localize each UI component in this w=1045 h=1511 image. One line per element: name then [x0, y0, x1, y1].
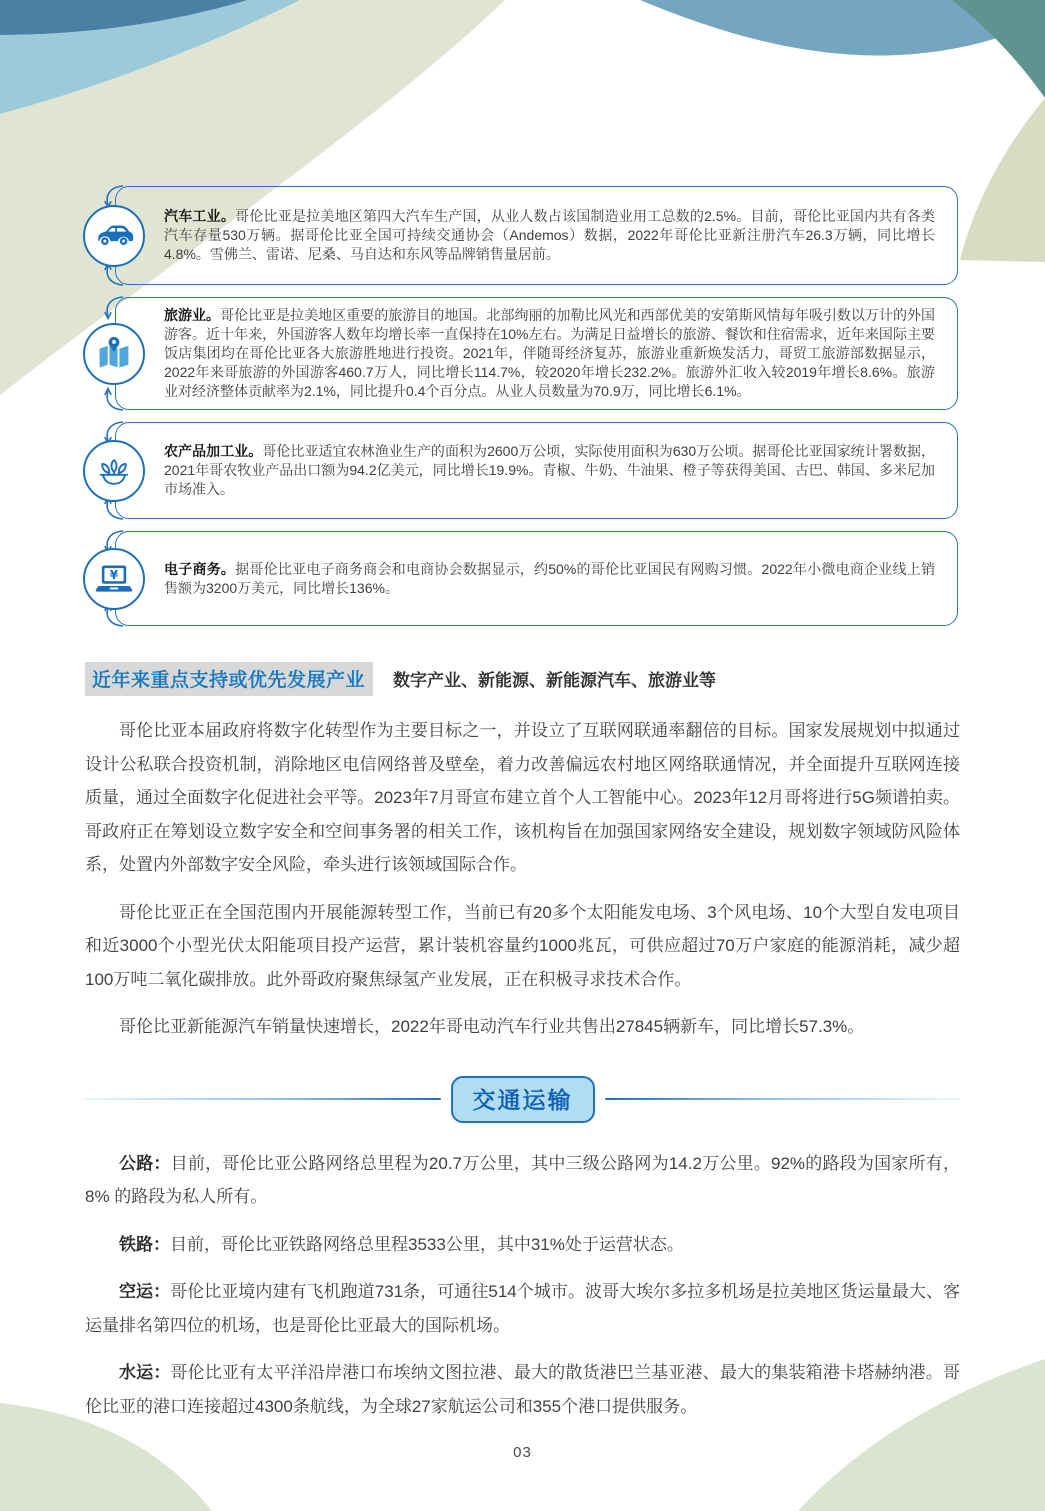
transport-item-label: 空运：	[119, 1282, 171, 1301]
transport-item-text: 目前，哥伦比亚铁路网络总里程3533公里，其中31%处于运营状态。	[170, 1234, 684, 1254]
divider-line-right	[605, 1098, 961, 1101]
industry-box-paragraph	[164, 207, 935, 264]
transport-item-water	[85, 1356, 960, 1423]
map-pin-icon	[83, 323, 145, 385]
industry-box-auto	[115, 186, 958, 285]
priority-paragraph: 哥伦比亚本届政府将数字化转型作为主要目标之一，并设立了互联网联通率翻倍的目标。国家发展规划中拟通过设计公私联合投资机制，消除地区电信网络普及壁垒，着力改善偏远农村地区网络联通情况，并全面提升互联网连接质量，通过全面数字化促进社会平等。2023年7月哥宣布建立首个人工智能中心。2023年12月哥将进行5G频谱拍卖。哥政府正在筹划设立数字安全和空间事务署的相关工作，该机构旨在加强国家网络安全建设，规划数字领域防风险体系，处置内外部数字安全风险，牵头进行该领域国际合作。	[85, 721, 960, 874]
page-content	[85, 186, 960, 1423]
industry-box-title: 电子商务。	[164, 560, 236, 577]
transport-item-label: 铁路：	[119, 1234, 170, 1254]
transport-item-label: 公路：	[119, 1153, 171, 1173]
industry-box-body: 哥伦比亚适宜农林渔业生产的面积为2600万公顷，实际使用面积为630万公顷。据哥伦比亚国家统计署数据，2021年哥农牧业产品出口额为94.2亿美元，同比增长19.9%。青椒、牛奶、牛油果、橙子等获得美国、古巴、韩国、多米尼加市场准入。	[164, 443, 935, 497]
svg-text:¥: ¥	[109, 567, 119, 582]
priority-paragraph: 哥伦比亚新能源汽车销量快速增长，2022年哥电动汽车行业共售出27845辆新车，同比增长57.3%。	[119, 1017, 865, 1036]
priority-heading-row	[85, 662, 960, 696]
transport-item-text: 哥伦比亚有太平洋沿岸港口布埃纳文图拉港、最大的散货港巴兰基亚港、最大的集装箱港卡塔赫纳港。哥伦比亚的港口连接超过4300条航线，为全球27家航运公司和355个港口提供服务。	[85, 1363, 960, 1416]
industry-box-body: 哥伦比亚是拉美地区第四大汽车生产国，从业人数占该国制造业用工总数的2.5%。目前，哥伦比亚国内共有各类汽车存量530万辆。据哥伦比亚全国可持续交通协会（Andemos）数据，2022年哥伦比亚新注册汽车26.3万辆，同比增长4.8%。雪佛兰、雷诺、尼桑、马自达和东风等品牌销售量居前。	[164, 208, 935, 262]
industry-box-title: 汽车工业。	[164, 208, 236, 224]
transport-section-header	[85, 1076, 960, 1123]
priority-section	[85, 662, 960, 1044]
transport-item-air	[85, 1275, 960, 1342]
industry-box-ecommerce	[109, 531, 958, 626]
industry-boxes	[109, 186, 958, 626]
transport-badge: 交通运输	[451, 1076, 595, 1123]
produce-bowl-icon	[83, 440, 145, 502]
laptop-yuan-icon	[83, 548, 145, 610]
priority-paragraph: 哥伦比亚正在全国范围内开展能源转型工作，当前已有20多个太阳能发电场、3个风电场、10个大型自发电项目和近3000个小型光伏太阳能项目投产运营，累计装机容量约1000兆瓦，可供应超过70万户家庭的能源消耗，减少超100万吨二氧化碳排放。此外哥政府聚焦绿氢产业发展，正在积极寻求技术合作。	[85, 902, 960, 989]
transport-item-text: 目前，哥伦比亚公路网络总里程为20.7万公里，其中三级公路网为14.2万公里。92%的路段为国家所有，8% 的路段为私人所有。	[85, 1153, 960, 1206]
priority-heading: 近年来重点支持或优先发展产业	[85, 662, 373, 696]
industry-box-body: 哥伦比亚是拉美地区重要的旅游目的地国。北部绚丽的加勒比风光和西部优美的安第斯风情每年吸引数以万计的外国游客。近十年来，外国游客人数年均增长率一直保持在10%左右。为满足日益增长的旅游、餐饮和住宿需求，近年来国际主要饭店集团均在哥伦比亚各大旅游胜地进行投资。2021年，伴随哥经济复苏，旅游业重新焕发活力，哥贸工旅游部数据显示，2022年来哥旅游的外国游客460.7万人，同比增长114.7%，较2020年增长232.2%。旅游外汇收入较2019年增长8.6%。旅游业对经济整体贡献率为2.1%，同比提升0.4个百分点。从业人员数量为70.9万，同比增长6.1%。	[164, 307, 936, 399]
industry-box-title: 农产品加工业。	[164, 443, 263, 459]
transport-item-road	[85, 1147, 960, 1214]
industry-box-body: 据哥伦比亚电子商务商会和电商协会数据显示，约50%的哥伦比亚国民有网购习惯。2022年小微电商企业线上销售额为3200万美元，同比增长136%。	[164, 560, 936, 596]
industry-box-title: 旅游业。	[164, 307, 221, 323]
industry-box-tourism	[115, 297, 958, 410]
hook-ornament	[103, 295, 123, 321]
transport-section	[85, 1076, 960, 1424]
car-icon	[83, 205, 145, 267]
page-number: 03	[513, 1444, 532, 1461]
industry-box-paragraph	[164, 306, 935, 401]
hook-ornament	[103, 386, 123, 412]
industry-box-paragraph	[164, 560, 935, 598]
priority-subheading: 数字产业、新能源、新能源汽车、旅游业等	[393, 671, 717, 690]
divider-line-left	[85, 1098, 441, 1101]
transport-item-text: 哥伦比亚境内建有飞机跑道731条，可通往514个城市。波哥大埃尔多拉多机场是拉美地区货运量最大、客运量排名第四位的机场，也是哥伦比亚最大的国际机场。	[85, 1282, 961, 1335]
transport-item-label: 水运：	[119, 1363, 171, 1382]
industry-box-agri-processing	[115, 422, 958, 519]
industry-box-paragraph	[164, 442, 935, 499]
transport-item-rail	[85, 1228, 960, 1262]
